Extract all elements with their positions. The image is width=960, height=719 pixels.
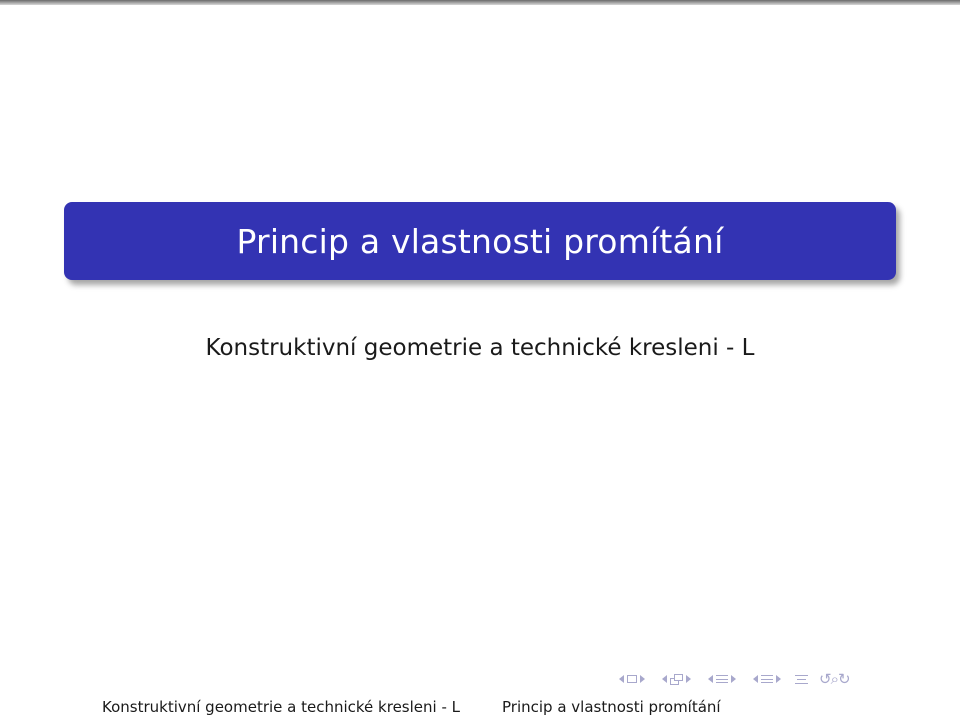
section-lines-icon[interactable] bbox=[761, 674, 773, 684]
prev-subsection-arrow-icon[interactable] bbox=[708, 675, 713, 683]
beamer-navigation-bar bbox=[616, 669, 956, 689]
nav-group-slide bbox=[616, 675, 648, 683]
title-box bbox=[64, 202, 896, 280]
search-back-forward-icon[interactable]: ↺⌕↻ bbox=[819, 669, 850, 688]
next-subsection-arrow-icon[interactable] bbox=[731, 675, 736, 683]
nav-group-search bbox=[819, 669, 850, 688]
footer bbox=[0, 694, 960, 719]
align-icon[interactable] bbox=[795, 674, 808, 685]
slide-subtitle: Konstruktivní geometrie a technické kresleni - L bbox=[205, 335, 755, 361]
top-rule bbox=[0, 0, 960, 5]
nav-group-section bbox=[750, 674, 784, 684]
subsection-lines-icon[interactable] bbox=[716, 674, 728, 684]
nav-group-subsection bbox=[705, 674, 739, 684]
footer-slide-title: Princip a vlastnosti promítání bbox=[502, 697, 721, 716]
prev-slide-arrow-icon[interactable] bbox=[619, 675, 624, 683]
next-section-arrow-icon[interactable] bbox=[776, 675, 781, 683]
footer-right bbox=[480, 694, 960, 719]
footer-left bbox=[0, 694, 480, 719]
frame-stack-icon[interactable] bbox=[670, 674, 683, 685]
nav-group-align bbox=[795, 674, 808, 685]
slide-frame-icon[interactable] bbox=[627, 675, 637, 683]
next-frame-arrow-icon[interactable] bbox=[686, 675, 691, 683]
prev-section-arrow-icon[interactable] bbox=[753, 675, 758, 683]
nav-group-frame bbox=[659, 674, 694, 685]
footer-course-title: Konstruktivní geometrie a technické kresleni - L bbox=[101, 697, 460, 716]
slide-title: Princip a vlastnosti promítání bbox=[236, 221, 724, 261]
prev-frame-arrow-icon[interactable] bbox=[662, 675, 667, 683]
next-slide-arrow-icon[interactable] bbox=[640, 675, 645, 683]
